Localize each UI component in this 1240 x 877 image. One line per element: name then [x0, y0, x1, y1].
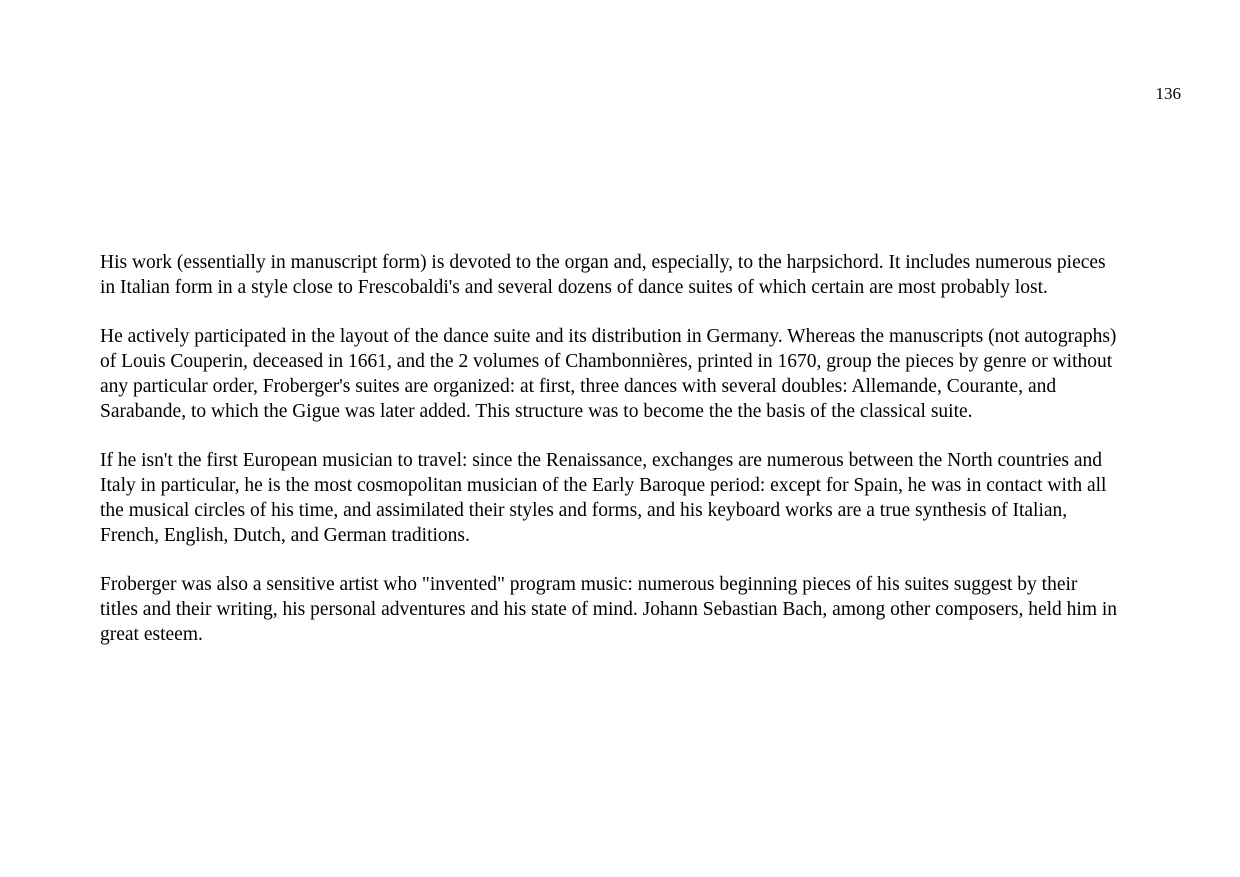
body-text [100, 251, 1120, 648]
paragraph: He actively participated in the layout of the dance suite and its distribution in Germany. Whereas the manuscripts (not autographs) of Louis Couperin, deceased in 1661, and the 2 volumes of Chambonnières, printed in 1670, group the pieces by genre or without any particular order, Froberger's suites are organized: at first, three dances with several doubles: Allemande, Courante, and Sarabande, to which the Gigue was later added. This structure was to become the the basis of the classical suite. [100, 326, 1117, 422]
page-number: 136 [1155, 84, 1181, 103]
paragraph: Froberger was also a sensitive artist who "invented" program music: numerous beginning pieces of his suites suggest by their titles and their writing, his personal adventures and his state of mind. Johann Sebastian Bach, among other composers, held him in great esteem. [100, 574, 1118, 645]
paragraph: If he isn't the first European musician to travel: since the Renaissance, exchanges are numerous between the North countries and Italy in particular, he is the most cosmopolitan musician of the Early Baroque period: except for Spain, he was in contact with all the musical circles of his time, and assimilated their styles and forms, and his keyboard works are a true synthesis of Italian, French, English, Dutch, and German traditions. [100, 450, 1107, 546]
paragraph: His work (essentially in manuscript form) is devoted to the organ and, especially, to the harpsichord. It includes numerous pieces in Italian form in a style close to Frescobaldi's and several dozens of dance suites of which certain are most probably lost. [100, 252, 1106, 298]
